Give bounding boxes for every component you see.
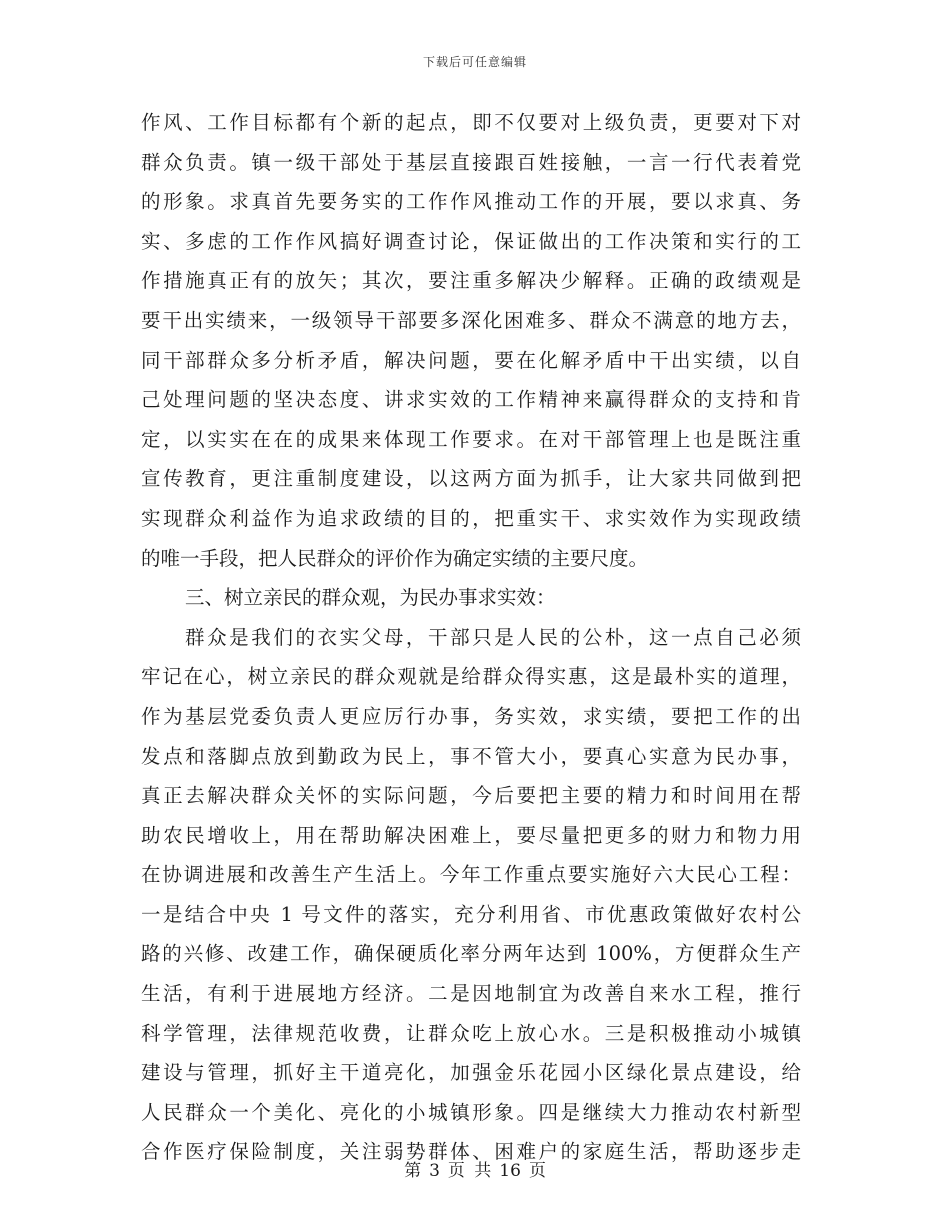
section-heading: 三、树立亲民的群众观，为民办事求实效： xyxy=(185,586,556,610)
body-line: 要干出实绩来，一级领导干部要多深化困难多、群众不满意的地方去， xyxy=(141,308,801,332)
body-line: 合作医疗保险制度，关注弱势群体、困难户的家庭生活，帮助逐步走 xyxy=(141,1140,801,1164)
body-line: 实现群众利益作为追求政绩的目的，把重实干、求实效作为实现政绩 xyxy=(141,506,801,530)
body-line: 建设与管理，抓好主干道亮化，加强金乐花园小区绿化景点建设，给 xyxy=(141,1061,801,1085)
body-line: 生活，有利于进展地方经济。二是因地制宜为改善自来水工程，推行 xyxy=(141,982,801,1006)
page-header: 下载后可任意编辑 xyxy=(422,55,527,69)
body-line: 作为基层党委负责人更应厉行办事，务实效，求实绩，要把工作的出 xyxy=(141,704,801,728)
body-line: 在协调进展和改善生产生活上。今年工作重点要实施好六大民心工程： xyxy=(141,863,801,887)
body-line: 发点和落脚点放到勤政为民上，事不管大小，要真心实意为民办事， xyxy=(141,744,801,768)
page-number: 3 xyxy=(429,1161,440,1181)
body-line: 宣传教育，更注重制度建设，以这两方面为抓手，让大家共同做到把 xyxy=(141,467,801,491)
body-line: 群众是我们的衣实父母，干部只是人民的公朴，这一点自己必须 xyxy=(185,625,801,649)
page-footer xyxy=(0,1156,950,1181)
body-line: 科学管理，法律规范收费，让群众吃上放心水。三是积极推动小城镇 xyxy=(141,1021,801,1045)
body-line: 作风、工作目标都有个新的起点，即不仅要对上级负责，更要对下对 xyxy=(141,111,801,134)
body-line: 己处理问题的坚决态度、讲求实效的工作精神来赢得群众的支持和肯 xyxy=(141,388,801,412)
body-line: 一是结合中央 1 号文件的落实，充分利用省、市优惠政策做好农村公 xyxy=(141,902,801,926)
document-body xyxy=(141,103,801,1172)
body-line: 真正去解决群众关怀的实际问题，今后要把主要的精力和时间用在帮 xyxy=(141,784,801,808)
body-line: 路的兴修、改建工作，确保硬质化率分两年达到 100%，方便群众生产 xyxy=(141,942,801,966)
body-line: 实、多虑的工作作风搞好调查讨论，保证做出的工作决策和实行的工 xyxy=(141,229,801,253)
body-line: 助农民增收上，用在帮助解决困难上，要尽量把更多的财力和物力用 xyxy=(141,823,801,847)
total-pages: 16 xyxy=(499,1161,521,1181)
footer-suffix: 页 xyxy=(528,1161,546,1181)
body-line: 定，以实实在在的成果来体现工作要求。在对干部管理上也是既注重 xyxy=(141,427,801,451)
body-line: 作措施真正有的放矢；其次，要注重多解决少解释。正确的政绩观是 xyxy=(141,269,801,293)
body-line: 牢记在心，树立亲民的群众观就是给群众得实惠，这是最朴实的道理， xyxy=(141,665,801,689)
body-line: 群众负责。镇一级干部处于基层直接跟百姓接触，一言一行代表着党 xyxy=(141,150,801,174)
body-line: 的形象。求真首先要务实的工作作风推动工作的开展，要以求真、务 xyxy=(141,190,801,214)
body-line: 的唯一手段，把人民群众的评价作为确定实绩的主要尺度。 xyxy=(141,546,649,570)
body-line: 同干部群众多分析矛盾，解决问题，要在化解矛盾中干出实绩，以自 xyxy=(141,348,801,372)
body-line: 人民群众一个美化、亮化的小城镇形象。四是继续大力推动农村新型 xyxy=(141,1100,801,1124)
footer-prefix: 第 xyxy=(404,1161,422,1181)
footer-middle: 页 共 xyxy=(447,1161,492,1181)
